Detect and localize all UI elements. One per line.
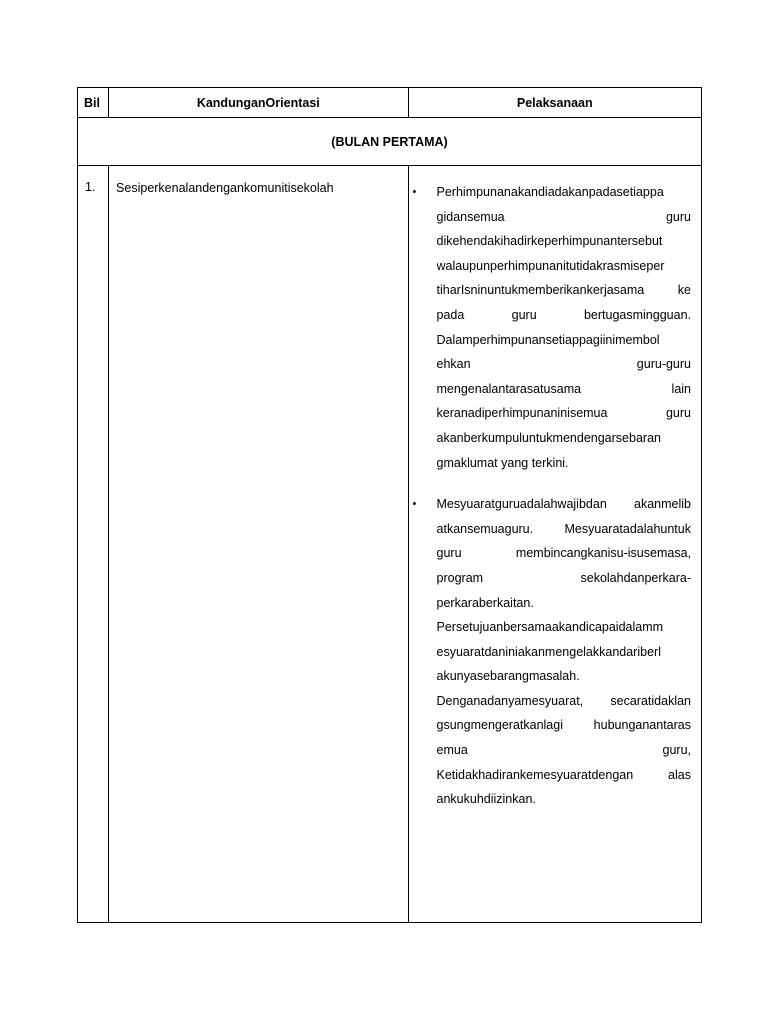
text-line: perkaraberkaitan.	[436, 595, 534, 610]
row-kandungan: Sesiperkenalandengankomunitisekolah	[109, 166, 408, 923]
text-line: ehkan guru-guru	[436, 357, 691, 372]
header-row	[78, 88, 702, 118]
text-line: Perhimpunanakandiadakanpadasetiappa	[436, 185, 664, 199]
text-line: pada guru bertugasmingguan.	[436, 307, 691, 322]
text-line: gsungmengeratkanlagi hubunganantaras	[436, 718, 691, 733]
text-line: Denganadanyamesyuarat, secaratidaklan	[436, 693, 691, 708]
text-line: atkansemuaguru. Mesyuaratadalahuntuk	[436, 521, 691, 536]
text-line: Persetujuanbersamaakandicapaidalamm	[436, 620, 664, 635]
text-line: emua guru,	[436, 743, 691, 758]
text-line: Mesyuaratguruadalahwajibdan akanmelib	[436, 497, 691, 512]
text-line: guru membincangkanisu-isusemasa,	[436, 546, 691, 561]
text-line: esyuaratdaniniakanmengelakkandariberl	[436, 644, 661, 659]
bullet-gap	[413, 475, 691, 492]
text-line: ankukuhdiizinkan.	[436, 792, 536, 807]
text-line: Dalamperhimpunansetiappagiinimembol	[436, 332, 660, 347]
text-line: gidansemua guru	[436, 209, 691, 224]
month-row	[78, 118, 702, 166]
text-line: Ketidakhadirankemesyuaratdengan alas	[436, 767, 691, 782]
row-pelaksanaan	[408, 166, 701, 923]
text-line: mengenalantarasatusama lain	[436, 381, 691, 396]
text-line: akanberkumpuluntukmendengarsebaran	[436, 430, 661, 445]
bullet-dot-icon: •	[412, 498, 417, 511]
bullet-item	[413, 492, 691, 812]
header-pelaksanaan: Pelaksanaan	[408, 88, 701, 118]
text-line: keranadiperhimpunaninisemua guru	[436, 406, 691, 421]
bullet-item	[413, 180, 691, 475]
text-line: walaupunperhimpunanitutidakrasmiseper	[436, 258, 665, 273]
text-line: akunyasebarangmasalah.	[436, 669, 580, 684]
header-kandungan-orientasi: KandunganOrientasi	[109, 88, 408, 118]
bullet-list	[413, 180, 691, 812]
text-line: gmaklumat yang terkini.	[436, 455, 569, 470]
row-number: 1.	[78, 166, 109, 923]
text-line: dikehendakihadirkeperhimpunantersebut	[436, 234, 663, 249]
table-row	[78, 166, 702, 923]
text-line: program sekolahdanperkara-	[436, 570, 691, 585]
month-label: (BULAN PERTAMA)	[78, 118, 702, 166]
text-line: tiharIsninuntukmemberikankerjasama ke	[436, 283, 691, 298]
bullet-dot-icon: •	[412, 186, 417, 198]
header-bil: Bil	[78, 88, 109, 118]
orientation-table	[77, 87, 702, 923]
bullet-text	[437, 180, 691, 475]
bullet-text	[437, 492, 691, 812]
